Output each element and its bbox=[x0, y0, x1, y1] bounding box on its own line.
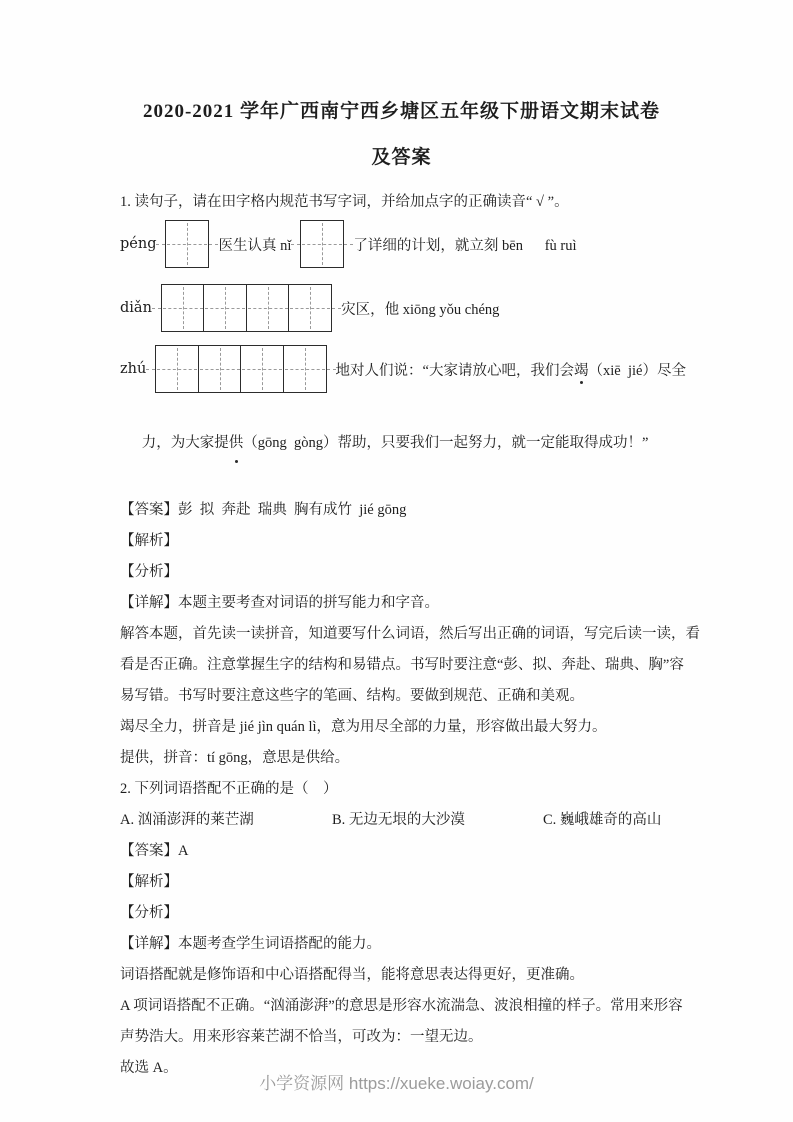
dash-connector bbox=[327, 369, 336, 370]
q1-cont-post: （gōng gòng）帮助，只要我们一起努力，就一定能取得成功！” bbox=[243, 435, 649, 451]
q1-row3-text-post: （xiē jié）尽全 bbox=[588, 362, 686, 379]
q2-options-row bbox=[120, 805, 683, 836]
q1-grid-row-2 bbox=[120, 284, 683, 332]
tianzige-box bbox=[283, 345, 327, 393]
pinyin-zhu: zhú bbox=[120, 361, 147, 377]
dash-connector bbox=[146, 369, 155, 370]
tianzige-group bbox=[300, 220, 344, 268]
q1-explanation-line: 解答本题，首先读一读拼音，知道要写什么词语，然后写出正确的词语，写完后读一读，看 bbox=[120, 626, 700, 642]
q1-row2-text-end: 灾区，他 xiōng yǒu chéng bbox=[341, 301, 500, 318]
q2-explanation-line: 故选 A。 bbox=[120, 1060, 178, 1076]
tianzige-box bbox=[161, 284, 205, 332]
q1-cont-pre: 力，为大家提 bbox=[141, 435, 229, 451]
q1-prompt: 1. 读句子，请在田字格内规范书写字词，并给加点字的正确读音“ √ ”。 bbox=[120, 194, 569, 210]
dash-connector bbox=[344, 244, 353, 245]
tianzige-box bbox=[165, 220, 209, 268]
document-title-line-2: 及答案 bbox=[371, 147, 432, 168]
pinyin-dian: diǎn bbox=[120, 300, 152, 316]
q2-explanation-line: 声势浩大。用来形容莱芒湖不恰当，可改为：一望无边。 bbox=[120, 1029, 483, 1045]
q2-explanation-line: A 项词语搭配不正确。“汹涌澎湃”的意思是形容水流湍急、波浪相撞的样子。常用来形容 bbox=[120, 998, 683, 1014]
q2-explanation-line: 词语搭配就是修饰语和中心语搭配得当，能将意思表达得更好，更准确。 bbox=[120, 967, 584, 983]
dash-connector bbox=[291, 244, 300, 245]
q2-detail: 【详解】本题考查学生词语搭配的能力。 bbox=[120, 936, 381, 952]
tianzige-box bbox=[288, 284, 332, 332]
dash-connector bbox=[332, 308, 341, 309]
q1-explanation-line: 提供，拼音：tí gōng，意思是供给。 bbox=[120, 750, 350, 766]
q1-detail: 【详解】本题主要考查对词语的拼写能力和字音。 bbox=[120, 595, 439, 611]
q1-grid-row-1 bbox=[120, 220, 683, 268]
q1-jiexi-label: 【解析】 bbox=[120, 533, 178, 549]
dash-connector bbox=[156, 244, 165, 245]
dotted-char-gong: 供 bbox=[229, 427, 244, 459]
q1-row1-text-mid: 医生认真 nǐ bbox=[218, 237, 292, 254]
tianzige-group bbox=[165, 220, 209, 268]
tianzige-box bbox=[203, 284, 247, 332]
tianzige-box bbox=[246, 284, 290, 332]
dash-connector bbox=[152, 308, 161, 309]
tianzige-box bbox=[155, 345, 199, 393]
q2-answer: 【答案】A bbox=[120, 843, 189, 859]
tianzige-box bbox=[198, 345, 242, 393]
q1-explanation-line: 看是否正确。注意掌握生字的结构和易错点。书写时要注意“彭、拟、奔赴、瑞典、胸”容 bbox=[120, 657, 684, 673]
document-title-line-1: 2020-2021 学年广西南宁西乡塘区五年级下册语文期末试卷 bbox=[142, 101, 661, 122]
dotted-char-jie: 竭 bbox=[574, 359, 589, 380]
q2-fenxi-label: 【分析】 bbox=[120, 905, 178, 921]
tianzige-box bbox=[240, 345, 284, 393]
q2-option-c: C. 巍峨雄奇的高山 bbox=[543, 812, 662, 828]
q2-option-b: B. 无边无垠的大沙漠 bbox=[332, 812, 465, 828]
q1-explanation-line: 易写错。书写时要注意这些字的笔画、结构。要做到规范、正确和美观。 bbox=[120, 688, 584, 704]
q1-grid-row-3 bbox=[120, 345, 686, 393]
q1-fenxi-label: 【分析】 bbox=[120, 564, 178, 580]
tianzige-box bbox=[300, 220, 344, 268]
q1-row1-text-end: 了详细的计划，就立刻 bēn fù ruì bbox=[353, 237, 577, 254]
q1-row3-text-pre: 地对人们说：“大家请放心吧，我们会 bbox=[335, 362, 574, 379]
dash-connector bbox=[209, 244, 218, 245]
tianzige-group bbox=[155, 345, 326, 393]
q1-answer: 【答案】彭 拟 奔赴 瑞典 胸有成竹 jié gōng bbox=[120, 502, 407, 518]
pinyin-peng: péng bbox=[120, 236, 157, 252]
q1-explanation-line: 竭尽全力，拼音是 jié jìn quán lì，意为用尽全部的力量，形容做出最大努力。 bbox=[120, 719, 607, 735]
q2-option-a: A. 汹涌澎湃的莱芒湖 bbox=[120, 812, 254, 828]
site-watermark: 小学资源网 https://xueke.woiay.com/ bbox=[259, 1074, 534, 1093]
q2-prompt: 2. 下列词语搭配不正确的是（ ） bbox=[120, 781, 338, 797]
q2-jiexi-label: 【解析】 bbox=[120, 874, 178, 890]
tianzige-group bbox=[161, 284, 332, 332]
q1-continuation-line bbox=[120, 395, 683, 491]
